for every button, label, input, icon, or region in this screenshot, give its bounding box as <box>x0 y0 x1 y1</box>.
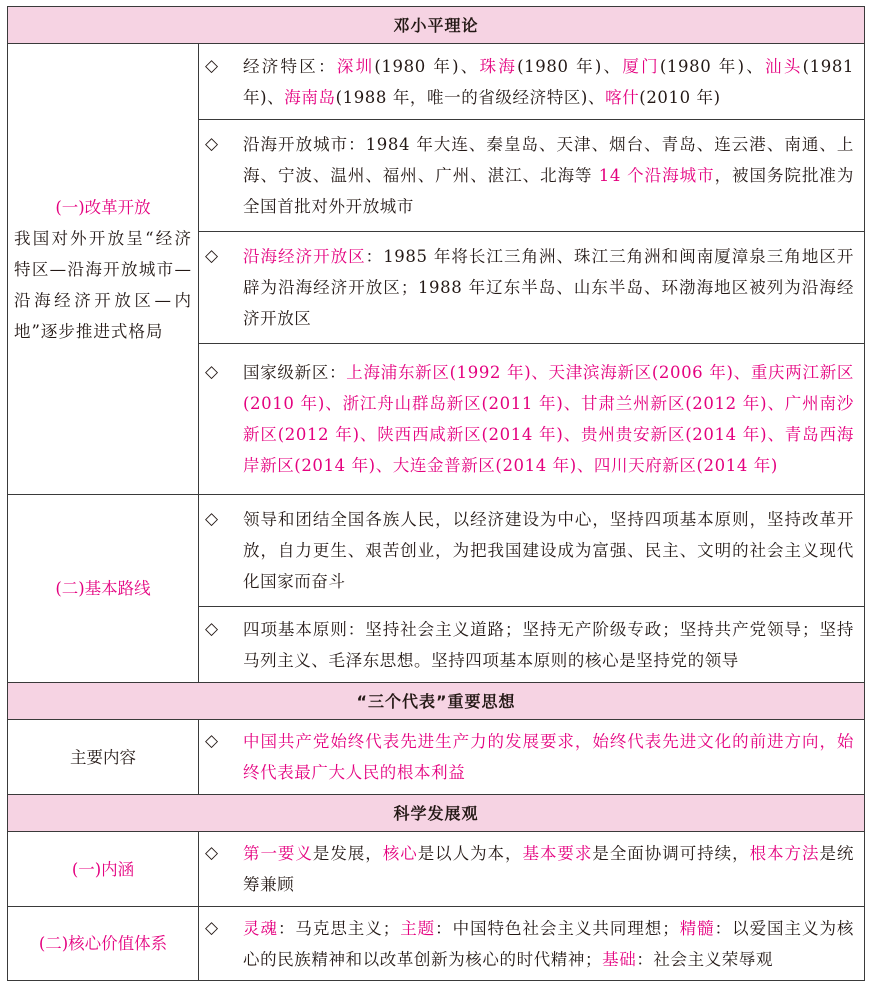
reform-item-1 <box>199 120 865 232</box>
diamond-bullet-icon: ◇ <box>205 362 219 382</box>
highlight-text: 中国共产党始终代表先进生产力的发展要求，始终代表先进文化的前进方向，始终代表最广大人民的根本利益 <box>243 732 855 782</box>
reform-item-3 <box>199 344 865 495</box>
section-header-sci: 科学发展观 <box>8 795 865 832</box>
highlight-text: 精髓 <box>679 918 715 938</box>
plain-text: 是全面协调可持续， <box>592 844 750 863</box>
plain-text: 沿海开放城市：1984 年大连、秦皇岛、天津、烟台、青岛、连云港、南通、上海、宁波、温州、福州、广州、湛江、北海等 <box>243 135 855 185</box>
highlight-text: 深圳 <box>336 56 375 76</box>
line-item-1 <box>199 607 865 683</box>
highlight-text: 灵魂 <box>243 918 278 938</box>
diamond-bullet-icon: ◇ <box>205 917 219 938</box>
plain-text: ：1985 年将长江三角洲、珠江三角洲和闽南厦漳泉三角地区开辟为沿海经济开放区；1988 年辽东半岛、山东半岛、环渤海地区被列为沿海经济开放区 <box>243 247 855 328</box>
diamond-bullet-icon: ◇ <box>205 246 219 266</box>
plain-text: ：社会主义荣辱观 <box>636 949 774 969</box>
connotation-item-0 <box>199 832 865 907</box>
bullet-text <box>243 129 854 222</box>
core-label: (二)核心价值体系 <box>8 907 199 981</box>
diamond-bullet-icon: ◇ <box>205 731 219 751</box>
connotation-label: (一)内涵 <box>8 832 199 907</box>
reform-item-2 <box>199 232 865 344</box>
bullet-text <box>243 504 854 597</box>
diamond-bullet-icon: ◇ <box>205 134 219 154</box>
highlight-text: 海南岛 <box>284 87 336 107</box>
plain-text: (1981 年)、 <box>243 56 855 107</box>
bullet-text <box>243 913 854 975</box>
bullet-item <box>205 838 854 900</box>
highlight-text: 珠海 <box>479 56 518 76</box>
diamond-bullet-icon: ◇ <box>205 55 219 76</box>
plain-text: 是以人为本， <box>417 844 523 863</box>
knowledge-table <box>7 6 865 981</box>
highlight-text: 核心 <box>382 844 418 863</box>
plain-text: ：以爱国主义为核心的民族精神和以改革创新为核心的时代精神； <box>243 918 855 969</box>
plain-text: 是统筹兼顾 <box>243 844 855 894</box>
plain-text: (2010 年) <box>639 87 721 107</box>
highlight-text: 14 个沿海城市 <box>598 166 715 185</box>
diamond-bullet-icon: ◇ <box>205 509 219 529</box>
plain-text: 领导和团结全国各族人民，以经济建设为中心，坚持四项基本原则，坚持改革开放，自力更生、艰苦创业，为把我国建设成为富强、民主、文明的社会主义现代化国家而奋斗 <box>243 510 855 591</box>
bullet-text <box>243 726 854 788</box>
section-header-three: “三个代表”重要思想 <box>8 683 865 720</box>
plain-text: 国家级新区： <box>243 363 347 382</box>
plain-text: (1980 年)、 <box>659 56 766 76</box>
highlight-text: 厦门 <box>622 56 660 76</box>
bullet-item <box>205 504 854 597</box>
bullet-text <box>243 241 854 334</box>
plain-text: 经济特区： <box>243 56 337 76</box>
bullet-item <box>205 726 854 788</box>
line-label: (二)基本路线 <box>8 495 199 683</box>
reform-label-cell <box>8 44 199 495</box>
diamond-bullet-icon: ◇ <box>205 618 219 639</box>
highlight-text: 第一要义 <box>243 844 313 863</box>
plain-text: 是发展， <box>312 844 383 863</box>
bullet-item <box>205 51 854 113</box>
plain-text: (1980 年)、 <box>517 56 623 76</box>
highlight-text: 喀什 <box>605 87 640 107</box>
reform-item-0 <box>199 44 865 120</box>
three-label: 主要内容 <box>8 720 199 795</box>
bullet-text <box>243 838 854 900</box>
diamond-bullet-icon: ◇ <box>205 843 219 863</box>
bullet-text <box>243 51 854 113</box>
bullet-text <box>243 357 854 481</box>
bullet-item <box>205 241 854 334</box>
bullet-text <box>243 614 854 676</box>
highlight-text: 根本方法 <box>749 844 820 863</box>
reform-label: (一)改革开放 <box>55 197 151 217</box>
highlight-text: 上海浦东新区(1992 年)、天津滨海新区(2006 年)、重庆两江新区(2010 年)、浙江舟山群岛新区(2011 年)、甘肃兰州新区(2012 年)、广州南沙新区(2012 年)、陕西西咸新区(2014 年)、贵州贵安新区(2014 年)、青岛西海岸新区(2014 年)、大连金普新区(2014 年)、四川天府新区(2014 年) <box>243 363 855 475</box>
reform-intro: 我国对外开放呈“经济特区—沿海开放城市—沿海经济开放区—内地”逐步推进式格局 <box>14 228 192 341</box>
highlight-text: 基础 <box>602 949 637 969</box>
plain-text: ：马克思主义； <box>277 918 400 938</box>
plain-text: ：中国特色社会主义共同理想； <box>435 918 680 938</box>
plain-text: (1988 年，唯一的省级经济特区)、 <box>335 87 606 107</box>
highlight-text: 沿海经济开放区 <box>243 247 366 266</box>
plain-text: ，被国务院批准为全国首批对外开放城市 <box>243 166 854 216</box>
highlight-text: 汕头 <box>765 56 803 76</box>
bullet-item <box>205 913 854 975</box>
plain-text: (1980 年)、 <box>374 56 480 76</box>
core-item-0 <box>199 907 865 981</box>
bullet-item <box>205 357 854 481</box>
three-item-0 <box>199 720 865 795</box>
highlight-text: 主题 <box>399 918 436 938</box>
plain-text: 四项基本原则：坚持社会主义道路；坚持无产阶级专政；坚持共产党领导；坚持马列主义、毛泽东思想。坚持四项基本原则的核心是坚持党的领导 <box>243 619 855 670</box>
line-item-0 <box>199 495 865 607</box>
bullet-item <box>205 129 854 222</box>
highlight-text: 基本要求 <box>522 844 593 863</box>
section-header-deng: 邓小平理论 <box>8 7 865 44</box>
bullet-item <box>205 614 854 676</box>
